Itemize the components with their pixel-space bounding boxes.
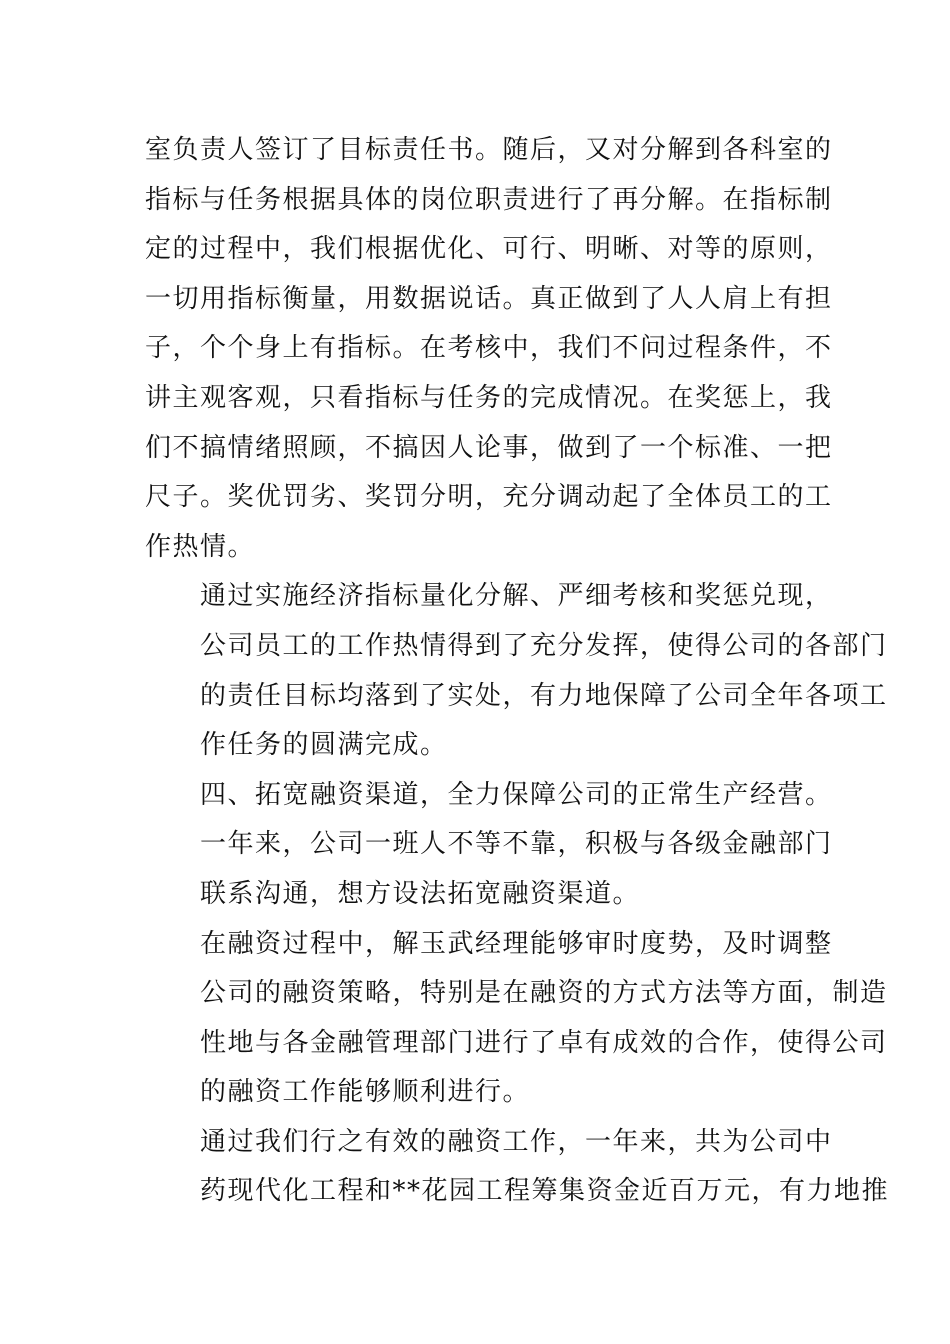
text-line: 作任务的圆满完成。 xyxy=(200,730,448,761)
text-line: 讲主观客观，只看指标与任务的完成情况。在奖惩上，我 xyxy=(145,382,833,413)
text-line: 们不搞情绪照顾，不搞因人论事，做到了一个标准、一把 xyxy=(145,432,833,463)
text-line: 药现代化工程和**花园工程筹集资金近百万元，有力地推 xyxy=(200,1176,890,1207)
text-line: 的融资工作能够顺利进行。 xyxy=(200,1077,531,1108)
text-line: 公司员工的工作热情得到了充分发挥，使得公司的各部门 xyxy=(200,630,888,661)
text-line: 室负责人签订了目标责任书。随后，又对分解到各科室的 xyxy=(145,135,833,165)
paragraph xyxy=(145,126,833,572)
text-line: 通过实施经济指标量化分解、严细考核和奖惩兑现， xyxy=(200,581,833,612)
paragraph xyxy=(145,1118,890,1217)
text-line: 四、拓宽融资渠道，全力保障公司的正常生产经营。 xyxy=(200,779,833,810)
text-line: 公司的融资策略，特别是在融资的方式方法等方面，制造 xyxy=(200,978,888,1009)
text-line: 性地与各金融管理部门进行了卓有成效的合作，使得公司 xyxy=(200,1027,888,1058)
text-line: 一年来，公司一班人不等不靠，积极与各级金融部门 xyxy=(200,829,833,860)
text-line: 联系沟通，想方设法拓宽融资渠道。 xyxy=(200,878,641,909)
text-line: 一切用指标衡量，用数据说话。真正做到了人人肩上有担 xyxy=(145,283,833,314)
text-line: 作热情。 xyxy=(145,531,256,562)
text-line: 通过我们行之有效的融资工作，一年来，共为公司中 xyxy=(200,1126,833,1157)
text-line: 指标与任务根据具体的岗位职责进行了再分解。在指标制 xyxy=(145,184,833,215)
text-line: 尺子。奖优罚劣、奖罚分明，充分调动起了全体员工的工 xyxy=(145,482,833,513)
paragraph xyxy=(145,572,888,770)
paragraph xyxy=(145,771,833,821)
document-body xyxy=(145,126,890,1217)
text-line: 的责任目标均落到了实处，有力地保障了公司全年各项工 xyxy=(200,680,888,711)
text-line: 定的过程中，我们根据优化、可行、明晰、对等的原则， xyxy=(145,234,833,265)
text-line: 子，个个身上有指标。在考核中，我们不问过程条件，不 xyxy=(145,333,833,364)
paragraph xyxy=(145,920,888,1118)
paragraph xyxy=(145,820,833,919)
text-line: 在融资过程中，解玉武经理能够审时度势，及时调整 xyxy=(200,928,833,959)
